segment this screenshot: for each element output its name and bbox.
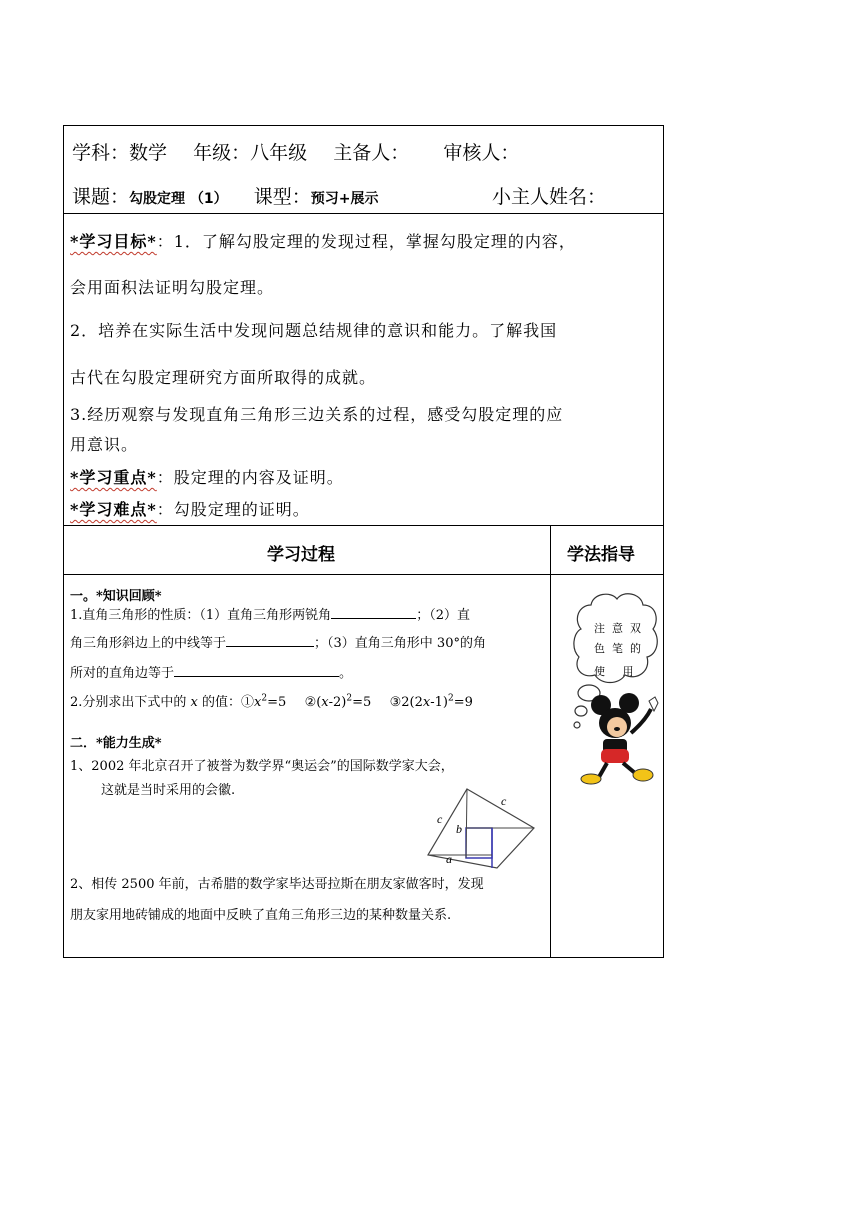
goal3-line-2: 用意识。 xyxy=(70,435,139,454)
eq2-sup: 2 xyxy=(346,693,353,704)
grade-label: 年级：八年级 xyxy=(193,142,308,164)
q2-line xyxy=(70,691,473,710)
eq2-b: -2) xyxy=(328,695,347,710)
q1-text-f: 。 xyxy=(339,666,353,681)
p2-line-1: 2、相传 2500 年前，古希腊的数学家毕达哥拉斯在朋友家做客时，发现 xyxy=(70,877,484,892)
type-label: 课型： xyxy=(253,186,311,208)
preparer-label: 主备人： xyxy=(333,142,410,164)
p1-line-2: 这就是当时采用的会徽. xyxy=(101,783,236,798)
reviewer-label: 审核人： xyxy=(443,142,520,164)
section1-title: 一。*知识回顾* xyxy=(70,589,162,604)
eq1-var: x xyxy=(254,695,262,710)
label-a: a xyxy=(446,852,452,866)
q1-text-c: 角三角形斜边上的中线等于 xyxy=(70,636,227,651)
emblem-inner-square xyxy=(466,828,492,858)
cartoon-mouse-icon xyxy=(571,693,661,785)
topic-value: 勾股定理 （1） xyxy=(129,191,228,207)
bubble-line-1: 注意双 xyxy=(594,622,648,635)
label-c-right: c xyxy=(501,794,507,808)
type-value: 预习+展示 xyxy=(310,191,379,207)
owner-label: 小主人姓名： xyxy=(492,186,607,208)
row-divider-objectives xyxy=(63,525,664,526)
goal3-line-1: 3.经历观察与发现直角三角形三边关系的过程，感受勾股定理的应 xyxy=(70,405,564,424)
goal-text-1: ：1．了解勾股定理的发现过程，掌握勾股定理的内容， xyxy=(156,232,576,251)
diff-tag: *学习难点* xyxy=(70,500,157,519)
goal-line-2: 会用面积法证明勾股定理。 xyxy=(70,278,275,297)
border-left xyxy=(63,125,64,958)
column-header-process: 学习过程 xyxy=(267,545,335,565)
q1-blank-3[interactable] xyxy=(174,664,339,677)
q2-prefix: 2.分别求出下式中的 xyxy=(70,695,191,710)
q1-line-2 xyxy=(70,632,486,651)
emblem-line-1 xyxy=(466,789,467,858)
border-top xyxy=(63,125,664,126)
p1-line-1: 1、2002 年北京召开了被誉为数学界“奥运会”的国际数学家大会， xyxy=(70,759,454,774)
diff-text: ：勾股定理的证明。 xyxy=(156,500,310,519)
eq1-sup: 2 xyxy=(261,693,268,704)
q2-mid: 的值：① xyxy=(197,695,255,710)
q2-var: x xyxy=(190,695,198,710)
q1-text-e: 所对的直角边等于 xyxy=(70,666,175,681)
key-text: ：股定理的内容及证明。 xyxy=(156,468,344,487)
eq3-sup: 2 xyxy=(447,693,454,704)
row-divider-header xyxy=(63,213,664,214)
key-tag: *学习重点* xyxy=(70,468,157,487)
eq2-a: ②( xyxy=(304,695,322,710)
eq2-c: =5 xyxy=(352,695,372,710)
label-c-left: c xyxy=(437,812,443,826)
goal-tag: *学习目标* xyxy=(70,232,157,251)
q1-text-d: ；（3）直角三角形中 30°的角 xyxy=(314,636,486,651)
goal-line-1 xyxy=(70,229,576,252)
row-divider-columns xyxy=(63,574,664,575)
goal2-line-1: 2．培养在实际生活中发现问题总结规律的意识和能力。了解我国 xyxy=(70,321,558,340)
bubble-line-2: 色笔的 xyxy=(594,642,648,655)
difficulty-point xyxy=(70,497,310,520)
bubble-line-3: 使 用 xyxy=(594,665,641,678)
q1-line-1 xyxy=(70,604,470,623)
key-point xyxy=(70,465,344,488)
subject-label: 学科：数学 xyxy=(72,142,168,164)
lesson-plan-table xyxy=(63,125,664,958)
pythagoras-emblem-figure xyxy=(423,785,538,875)
q1-text-a: 1.直角三角形的性质：（1）直角三角形两锐角 xyxy=(70,608,332,623)
eq3-c: =9 xyxy=(453,695,473,710)
eq3-b: -1) xyxy=(430,695,448,710)
q1-line-3 xyxy=(70,662,352,681)
border-bottom xyxy=(63,957,664,958)
q1-blank-2[interactable] xyxy=(226,634,314,647)
eq3-a: ③2(2 xyxy=(389,695,423,710)
q1-text-b: ；（2）直 xyxy=(416,608,470,623)
column-divider xyxy=(550,525,551,958)
column-header-guide: 学法指导 xyxy=(567,545,635,565)
q1-blank-1[interactable] xyxy=(331,606,416,619)
header-line-2 xyxy=(72,182,378,209)
goal2-line-2: 古代在勾股定理研究方面所取得的成就。 xyxy=(70,368,377,387)
p2-line-2: 朋友家用地砖铺成的地面中反映了直角三角形三边的某种数量关系. xyxy=(70,908,452,923)
header-line-1 xyxy=(72,138,519,165)
border-right xyxy=(663,125,664,958)
section2-title: 二．*能力生成* xyxy=(70,736,162,751)
label-b: b xyxy=(456,822,462,836)
eq1-rhs: =5 xyxy=(267,695,287,710)
topic-label: 课题： xyxy=(72,186,130,208)
eq2-var: x xyxy=(321,695,329,710)
eq3-var: x xyxy=(422,695,431,710)
